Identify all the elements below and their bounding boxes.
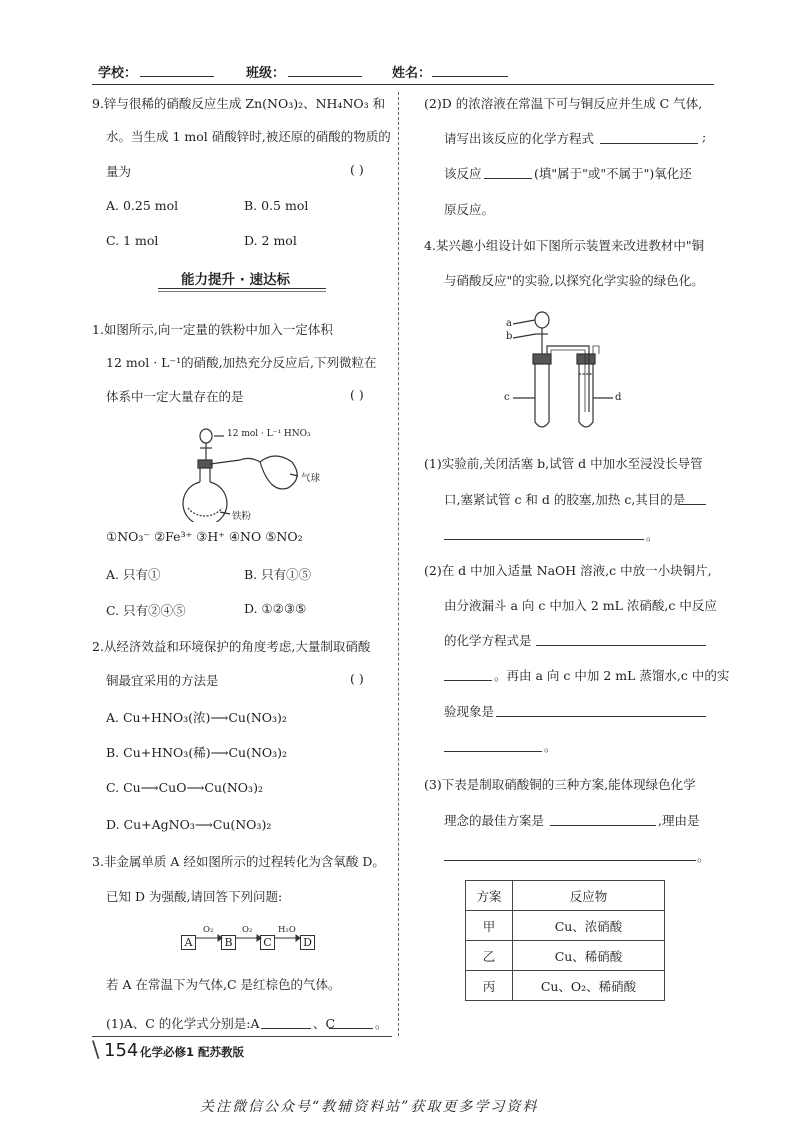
q4-s3-line2a: 理念的最佳方案是 (444, 813, 545, 828)
q9-line2: 水。当生成 1 mol 硝酸锌时,被还原的硝酸的物质的 (106, 129, 391, 144)
q1-option-c[interactable]: C. 只有②④⑤ (106, 603, 186, 618)
q2-line2: 铜最宜采用的方法是 (106, 673, 219, 688)
q4-line1: 4.某兴趣小组设计如下图所示装置来改进教材中"铜 (424, 238, 705, 253)
q4-s2-line1: (2)在 d 中加入适量 NaOH 溶液,c 中放一小块铜片, (424, 563, 712, 578)
table-header-reactants: 反应物 (513, 881, 665, 911)
q4-s1-blank-2[interactable] (444, 539, 644, 540)
table-cell-scheme: 甲 (466, 911, 513, 941)
table-row (466, 941, 665, 971)
page-number: 154 (104, 1040, 139, 1061)
q2-option-c[interactable]: C. Cu⟶CuO⟶Cu(NO₃)₂ (106, 780, 263, 795)
q3-2-line4: 原反应。 (444, 202, 495, 217)
fig-label-a: a (506, 318, 512, 329)
q9-option-d[interactable]: D. 2 mol (244, 233, 297, 248)
q4-s2-blank-phenomenon-2[interactable] (444, 751, 542, 752)
q4-s2-blank-equation-2[interactable] (444, 680, 492, 681)
fig-balloon-label: 气球 (301, 473, 321, 484)
q4-s2-blank-phenomenon-1[interactable] (496, 716, 706, 717)
column-divider (398, 92, 399, 1036)
q2-line1: 2.从经济效益和环境保护的角度考虑,大量制取硝酸 (92, 639, 371, 654)
q3-2-line3-a: 该反应 (444, 166, 482, 181)
flow-r1: O₂ (203, 925, 214, 935)
q3-blank-c[interactable] (329, 1028, 373, 1029)
q9-line3: 量为 (106, 164, 132, 179)
q1-option-d[interactable]: D. ①②③⑤ (244, 601, 307, 616)
footer-slash-icon: \ (92, 1038, 100, 1063)
watermark-text: 关注微信公众号“教辅资料站”获取更多学习资料 (200, 1099, 539, 1115)
table-row (466, 971, 665, 1001)
q3-blank-a[interactable] (261, 1028, 311, 1029)
q2-option-a[interactable]: A. Cu+HNO₃(浓)⟶Cu(NO₃)₂ (106, 710, 287, 725)
q3-line1: 3.非金属单质 A 经如图所示的过程转化为含氧酸 D。 (92, 854, 385, 869)
q3-sub1-a: (1)A、C 的化学式分别是:A (106, 1016, 260, 1031)
q4-s1-line2: 口,塞紧试管 c 和 d 的胶塞,加热 c,其目的是 (444, 492, 686, 507)
section-title: 能力提升 · 速达标 (181, 272, 291, 288)
q2-option-d[interactable]: D. Cu+AgNO₃⟶Cu(NO₃)₂ (106, 817, 272, 832)
q9-answer-paren[interactable]: ( ) (350, 162, 364, 177)
footer-rule (92, 1036, 392, 1037)
table-cell-reactants: Cu、浓硝酸 (513, 911, 665, 941)
table-row (466, 911, 665, 941)
q3-2-line3-b: (填"属于"或"不属于")氧化还 (534, 166, 692, 181)
name-label: 姓名： (392, 66, 432, 81)
q4-s2-end: 。 (544, 739, 557, 754)
q2-option-b[interactable]: B. Cu+HNO₃(稀)⟶Cu(NO₃)₂ (106, 745, 288, 760)
q4-s2-line5: 验现象是 (444, 704, 495, 719)
table-cell-reactants: Cu、稀硝酸 (513, 941, 665, 971)
fig-label-c: c (504, 392, 510, 403)
q3-line3: 若 A 在常温下为气体,C 是红棕色的气体。 (106, 977, 341, 992)
class-blank[interactable] (288, 76, 362, 77)
flow-r3: H₂O (278, 925, 296, 935)
q4-s1-blank-1[interactable] (680, 504, 706, 505)
q9-option-a[interactable]: A. 0.25 mol (106, 198, 179, 213)
q4-s2-line3: 的化学方程式是 (444, 633, 532, 648)
q9-option-c[interactable]: C. 1 mol (106, 233, 159, 248)
q1-line3: 体系中一定大量存在的是 (106, 389, 244, 404)
q3-2-line1: (2)D 的浓溶液在常温下可与铜反应并生成 C 气体, (424, 96, 703, 111)
q9-line1: 9.锌与很稀的硝酸反应生成 Zn(NO₃)₂、NH₄NO₃ 和 (92, 96, 386, 111)
q4-s3-line2b: ,理由是 (658, 813, 700, 828)
flow-a: A (181, 935, 196, 950)
scheme-table (465, 880, 665, 1001)
flow-c: C (260, 935, 275, 950)
flow-b: B (221, 935, 236, 950)
q3-2-line2: 请写出该反应的化学方程式 (444, 131, 595, 146)
school-blank[interactable] (140, 76, 214, 77)
q3-line2: 已知 D 为强酸,请回答下列问题: (106, 889, 283, 904)
q3-2-blank-equation[interactable] (600, 143, 698, 144)
q2-answer-paren[interactable]: ( ) (350, 671, 364, 686)
fig-iron-label: 铁粉 (232, 511, 252, 522)
fig-label-d: d (615, 392, 622, 403)
q4-s3-line1: (3)下表是制取硝酸铜的三种方案,能体现绿色化学 (424, 777, 696, 792)
table-cell-reactants: Cu、O₂、稀硝酸 (513, 971, 665, 1001)
fig-label-b: b (506, 331, 513, 342)
q3-sub1-b: 、C (313, 1016, 336, 1031)
name-blank[interactable] (432, 76, 508, 77)
class-label: 班级： (246, 66, 286, 81)
flow-d: D (300, 935, 315, 950)
fig-acid-label: 12 mol · L⁻¹ HNO₃ (227, 429, 311, 439)
q1-option-a[interactable]: A. 只有① (106, 567, 161, 582)
q4-s2-line2: 由分液漏斗 a 向 c 中加入 2 mL 浓硝酸,c 中反应 (444, 598, 717, 613)
q4-s3-blank-reason[interactable] (444, 860, 696, 861)
q4-s3-blank-plan[interactable] (550, 825, 656, 826)
school-label: 学校： (98, 66, 138, 81)
q9-option-b[interactable]: B. 0.5 mol (244, 198, 309, 213)
flow-r2: O₂ (242, 925, 253, 935)
q4-s2-line4: 。再由 a 向 c 中加 2 mL 蒸馏水,c 中的实 (494, 668, 730, 683)
apparatus-figure (505, 304, 635, 434)
q1-answer-paren[interactable]: ( ) (350, 387, 364, 402)
q4-s3-end: 。 (697, 849, 710, 864)
header-rule (92, 84, 714, 85)
q4-line2: 与硝酸反应"的实验,以探究化学实验的绿色化。 (444, 273, 704, 288)
q4-s2-blank-equation-1[interactable] (536, 645, 706, 646)
q3-sub1-end: 。 (375, 1016, 388, 1031)
book-title: 化学必修1 配苏教版 (140, 1045, 245, 1059)
q1-line2: 12 mol · L⁻¹的硝酸,加热充分反应后,下列微粒在 (106, 355, 377, 370)
q3-2-blank-redox[interactable] (484, 178, 532, 179)
table-cell-scheme: 乙 (466, 941, 513, 971)
q4-s1-line1: (1)实验前,关闭活塞 b,试管 d 中加水至浸没长导管 (424, 456, 703, 471)
section-title-rule (158, 288, 326, 289)
section-title-rule-2 (158, 291, 326, 292)
q4-s1-end: 。 (646, 528, 659, 543)
table-header-row (466, 881, 665, 911)
q1-species: ①NO₃⁻ ②Fe³⁺ ③H⁺ ④NO ⑤NO₂ (106, 529, 303, 544)
q1-option-b[interactable]: B. 只有①⑤ (244, 567, 312, 582)
table-header-scheme: 方案 (466, 881, 513, 911)
q3-2-line2-end: ; (702, 129, 707, 144)
q1-line1: 1.如图所示,向一定量的铁粉中加入一定体积 (92, 322, 333, 337)
table-cell-scheme: 丙 (466, 971, 513, 1001)
